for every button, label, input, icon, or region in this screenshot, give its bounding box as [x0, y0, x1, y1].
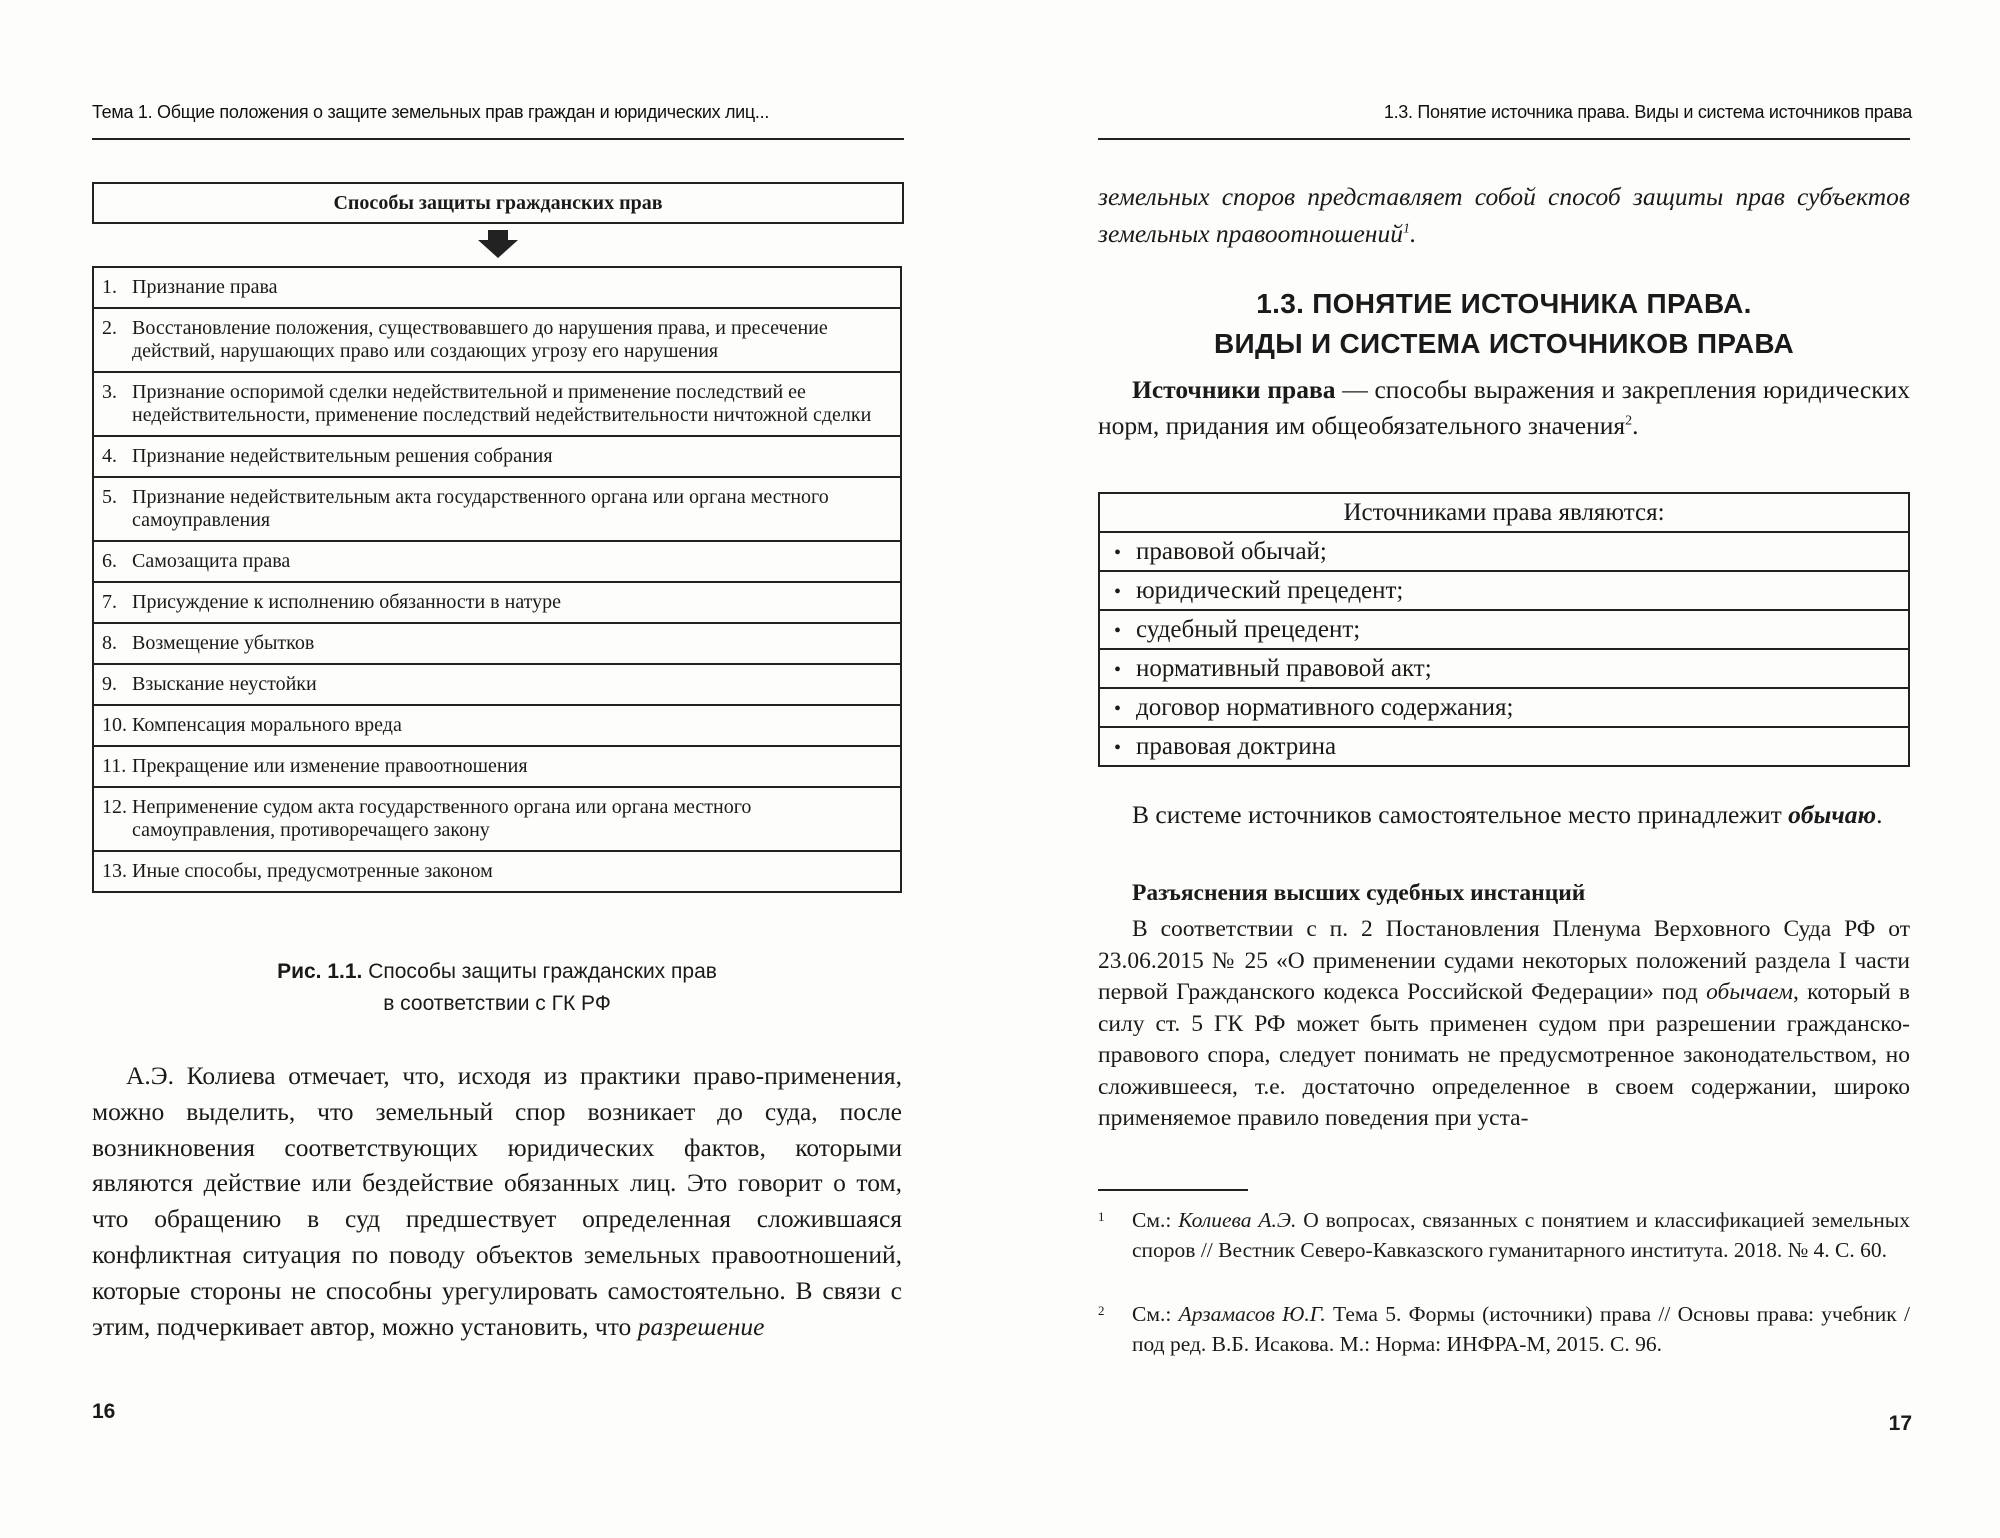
method-row — [93, 541, 901, 582]
explain-paragraph: В соответствии с п. 2 Постановления Пленума Верховного Суда РФ от 23.06.2015 № 25 «О применении судами некоторых положений раздела I части первой Гражданского кодекса Российской Федерации» под обычаем, который в силу ст. 5 ГК РФ может быть применен судом при разрешении гражданско-правового спора, следует понимать не предусмотренное законодательством, но сложившееся, т.е. достаточно определенное в своем содержании, широко применяемое правило поведения при уста- — [1098, 916, 1911, 1131]
method-number: 10. — [102, 714, 127, 736]
method-number: 9. — [102, 673, 117, 695]
method-text: Признание оспоримой сделки недействительной и применение последствий ее недействительности, применение последствий недействительности ничтожной сделки — [132, 381, 872, 426]
methods-table — [92, 266, 902, 893]
method-number: 5. — [102, 486, 117, 508]
method-text: Прекращение или изменение правоотношения — [132, 755, 528, 777]
bullet-icon: • — [1114, 580, 1122, 603]
footnote-ref[interactable]: 2 — [1625, 413, 1633, 429]
right-page — [1000, 0, 2000, 1538]
method-number: 4. — [102, 445, 117, 467]
source-row — [1099, 649, 1909, 688]
footnote-1: 1 См.: Колиева А.Э. О вопросах, связанных с понятием и классификацией земельных споров // Вестник Северо-Кавказского гуманитарного института. 2018. № 4. С. 60. — [1098, 1208, 1911, 1262]
method-number: 12. — [102, 796, 127, 818]
source-row — [1099, 532, 1909, 571]
method-number: 3. — [102, 381, 117, 403]
method-row — [93, 705, 901, 746]
page-number: 16 — [92, 1400, 116, 1423]
bullet-icon: • — [1114, 697, 1122, 720]
section-title: 1.3. ПОНЯТИЕ ИСТОЧНИКА ПРАВА. ВИДЫ И СИСТЕМА ИСТОЧНИКОВ ПРАВА — [1214, 288, 1794, 359]
page-number: 17 — [1888, 1412, 1912, 1435]
source-text: судебный прецедент; — [1136, 615, 1361, 643]
custom-term: обычаю — [1788, 800, 1877, 829]
source-row — [1099, 571, 1909, 610]
source-text: нормативный правовой акт; — [1136, 654, 1432, 682]
method-text: Самозащита права — [132, 550, 291, 572]
method-text: Признание недействительным акта государственного органа или органа местного самоуправления — [132, 486, 829, 531]
header-rule — [92, 138, 904, 140]
bullet-icon: • — [1114, 658, 1122, 681]
method-row — [93, 851, 901, 892]
method-text: Восстановление положения, существовавшего до нарушения права, и пресечение действий, нарушающих право или создающих угрозу его нарушения — [132, 317, 828, 362]
method-text: Возмещение убытков — [132, 632, 315, 654]
definition-paragraph: Источники права — способы выражения и закрепления юридических норм, придания им общеобязательного значения$^2$. — [1098, 375, 1911, 440]
figure-title: Способы защиты гражданских прав — [92, 182, 904, 224]
bullet-icon: • — [1114, 619, 1122, 642]
method-row — [93, 623, 901, 664]
source-text: правовая доктрина — [1136, 732, 1337, 760]
method-text: Неприменение судом акта государственного органа или органа местного самоуправления, противоречащего закону — [132, 796, 752, 841]
method-text: Иные способы, предусмотренные законом — [132, 860, 493, 882]
method-number: 13. — [102, 860, 127, 882]
method-number: 1. — [102, 276, 117, 298]
source-row — [1099, 610, 1909, 649]
method-row — [93, 746, 901, 787]
header-rule — [1098, 138, 1910, 140]
bullet-icon: • — [1114, 541, 1122, 564]
body-text: А.Э. Колиева отмечает, что, исходя из практики право-применения, можно выделить, что земельный спор возникает до суда, после возникновения соответствующих юридических фактов, которыми являются действие или бездействие обязанных лиц. Это говорит о том, что обращению в суд предшествует определенная сложившаяся конфликтная ситуация по поводу объектов земельных правоотношений, которые стороны не способны урегулировать самостоятельно. В связи с этим, подчеркивает автор, можно установить, что — [92, 1061, 902, 1341]
method-number: 2. — [102, 317, 117, 339]
method-row — [93, 308, 901, 372]
method-text: Взыскание неустойки — [132, 673, 317, 695]
method-text: Признание права — [132, 276, 278, 298]
method-text: Компенсация морального вреда — [132, 714, 402, 736]
footnote-2: 2 См.: Арзамасов Ю.Г. Тема 5. Формы (источники) права // Основы права: учебник / под ред. В.Б. Исакова. М.: Норма: ИНФРА-М, 2015. С. 96. — [1098, 1302, 1911, 1356]
method-number: 11. — [102, 755, 127, 777]
caption-line-2: в соответствии с ГК РФ — [383, 992, 611, 1015]
bullet-icon: • — [1114, 736, 1122, 759]
method-row — [93, 372, 901, 436]
footnote-ref[interactable]: 1 — [1402, 221, 1410, 237]
sources-table — [1098, 492, 1910, 767]
caption-line-1: Способы защиты гражданских прав — [368, 960, 717, 983]
arrow-down-icon — [478, 230, 518, 258]
continuation-text: земельных споров представляет собой способ защиты прав субъектов земельных правоотношений$^1$. — [1098, 182, 1910, 248]
sources-header: Источниками права являются: — [1099, 493, 1909, 532]
source-row — [1099, 727, 1909, 766]
source-text: юридический прецедент; — [1136, 576, 1404, 604]
method-number: 6. — [102, 550, 117, 572]
footnote-rule — [1098, 1189, 1248, 1191]
explain-heading: Разъяснения высших судебных инстанций — [1132, 880, 1586, 906]
custom-paragraph: В системе источников самостоятельное место принадлежит обычаю. — [1132, 800, 1883, 829]
body-paragraph — [92, 1058, 902, 1344]
source-text: правовой обычай; — [1136, 537, 1327, 565]
method-number: 7. — [102, 591, 117, 613]
method-text: Признание недействительным решения собрания — [132, 445, 553, 467]
body-italic: разрешение — [637, 1311, 765, 1341]
running-head: 1.3. Понятие источника права. Виды и система источников права — [1383, 102, 1912, 122]
running-head: Тема 1. Общие положения о защите земельных прав граждан и юридических лиц... — [92, 102, 770, 122]
method-row — [93, 477, 901, 541]
figure-caption — [92, 956, 902, 1020]
caption-label: Рис. 1.1. — [277, 960, 363, 983]
method-number: 8. — [102, 632, 117, 654]
method-row — [93, 787, 901, 851]
method-row — [93, 267, 901, 308]
source-text: договор нормативного содержания; — [1136, 693, 1514, 721]
method-row — [93, 582, 901, 623]
definition-term: Источники права — [1132, 375, 1336, 404]
source-row — [1099, 688, 1909, 727]
method-text: Присуждение к исполнению обязанности в натуре — [132, 591, 562, 613]
method-row — [93, 664, 901, 705]
method-row — [93, 436, 901, 477]
